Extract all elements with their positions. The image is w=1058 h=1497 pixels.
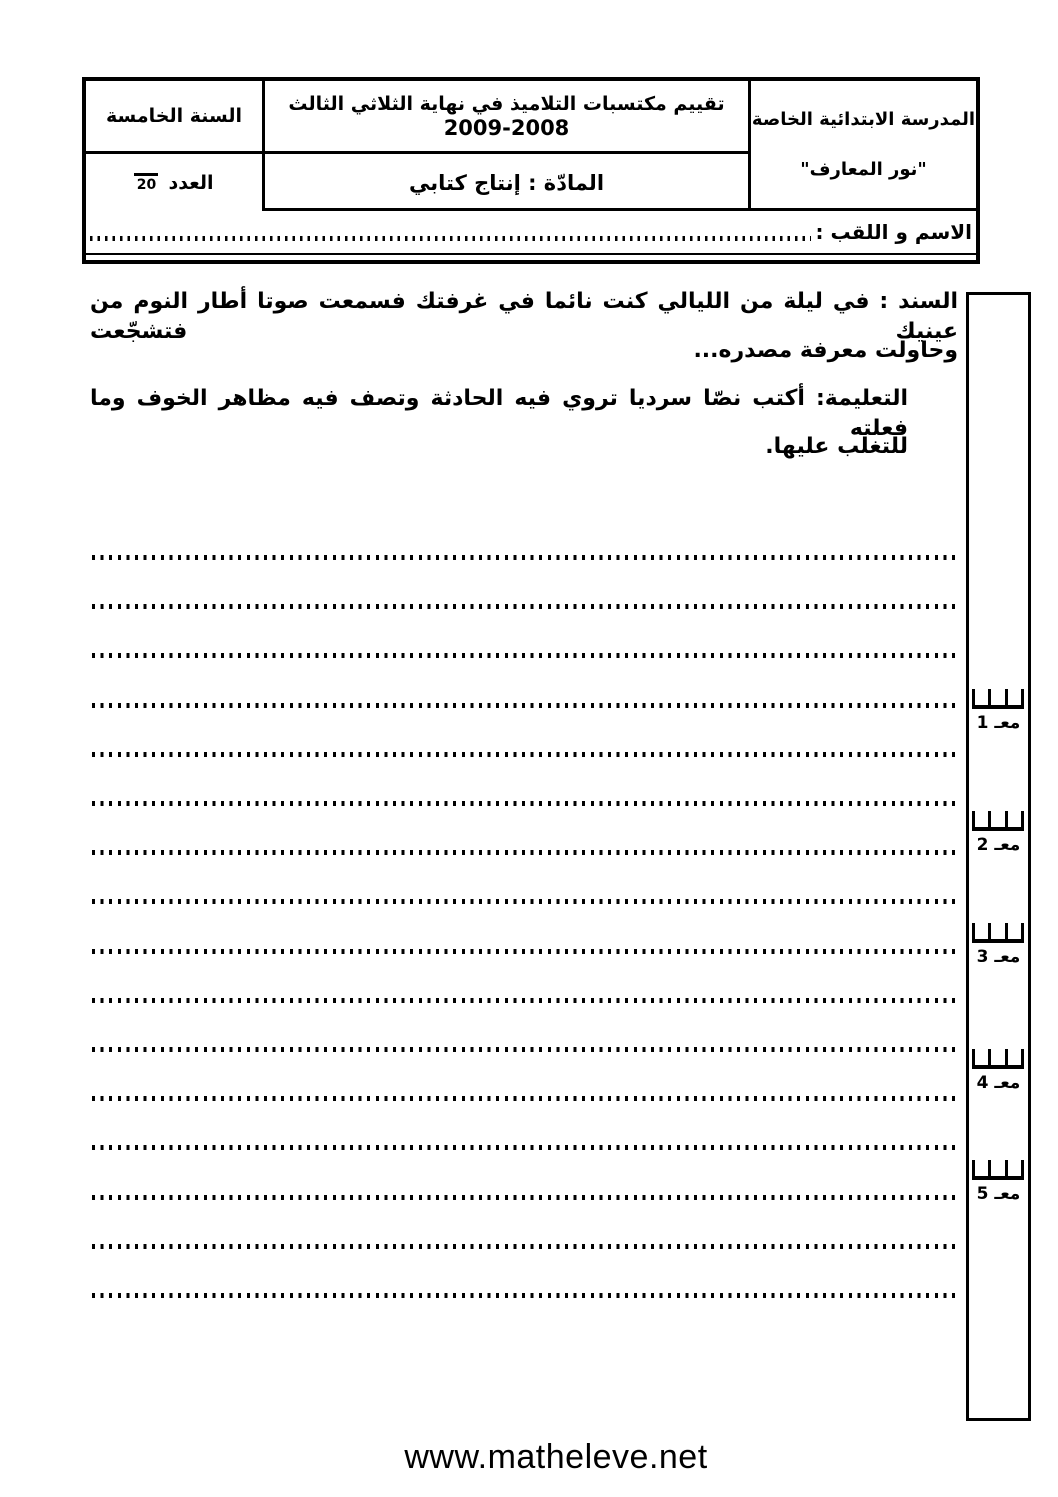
writing-line: [92, 555, 958, 560]
instruction-text-line1: التعليمة: أكتب نصّا سرديا تروي فيه الحادثة وتصف فيه مظاهر الخوف وما فعلته: [90, 386, 908, 441]
school-name-line1: المدرسة الابتدائية الخاصة: [751, 109, 976, 131]
score-box-cell: [972, 811, 988, 827]
writing-line: [92, 1195, 958, 1200]
writing-line: [92, 604, 958, 609]
score-box-cell: [1005, 1049, 1024, 1065]
criterion-label: معـ 5: [976, 1184, 1021, 1204]
score-box-cell: [1005, 689, 1024, 705]
evaluation-title: تقييم مكتسبات التلاميذ في نهاية الثلاثي الثالث: [288, 92, 725, 115]
score-box-cell: [988, 811, 1004, 827]
subject-label: المادّة : إنتاج كتابي: [408, 170, 605, 195]
score-max: 20: [136, 177, 157, 193]
score-box-cell: [972, 689, 988, 705]
score-row: [86, 154, 262, 211]
grade-label: السنة الخامسة: [106, 105, 242, 127]
school-name-line2: "نور المعارف": [800, 158, 927, 180]
score-fraction: [134, 173, 158, 192]
score-label: العدد: [168, 171, 214, 194]
criterion-score-boxes: [972, 1049, 1024, 1069]
writing-line: [92, 653, 958, 658]
criterion-label: معـ 3: [976, 947, 1021, 967]
writing-line: [92, 949, 958, 954]
evaluation-title-row: [265, 81, 748, 154]
criterion-label: معـ 2: [976, 835, 1021, 855]
criterion-score-boxes: [972, 923, 1024, 943]
score-box-cell: [988, 923, 1004, 939]
writing-line: [92, 1096, 958, 1101]
support-text-line1: السند : في ليلة من الليالي كنت نائما في غرفتك فسمعت صوتا أطار النوم من عينيك فتشجّعت: [90, 289, 958, 344]
support-text-line2: وحاولت معرفة مصدره...: [693, 338, 958, 363]
criterion-score-boxes: [972, 689, 1024, 709]
writing-line: [92, 850, 958, 855]
score-box-cell: [988, 1160, 1004, 1176]
writing-line: [92, 1244, 958, 1249]
header-table: [82, 77, 980, 264]
score-box-cell: [972, 1160, 988, 1176]
writing-line: [92, 998, 958, 1003]
score-box-cell: [972, 923, 988, 939]
score-box-cell: [1005, 1160, 1024, 1176]
writing-line: [92, 899, 958, 904]
name-row: [86, 211, 976, 255]
school-cell: [748, 81, 976, 211]
writing-line: [92, 1293, 958, 1298]
score-box-cell: [972, 1049, 988, 1065]
website-footer: www.matheleve.net: [404, 1438, 708, 1476]
score-box-cell: [988, 1049, 1004, 1065]
writing-line: [92, 752, 958, 757]
instruction-text-line2: للتغلب عليها.: [765, 434, 908, 459]
score-fraction-bar: [134, 173, 158, 176]
writing-line: [92, 703, 958, 708]
name-dotted-line: [90, 236, 811, 241]
writing-line: [92, 801, 958, 806]
grade-score-cell: [86, 81, 262, 211]
name-label: الاسم و اللقب :: [815, 220, 972, 244]
criterion-label: معـ 4: [976, 1073, 1021, 1093]
title-cell: [262, 81, 748, 211]
criterion-score-boxes: [972, 811, 1024, 831]
writing-line: [92, 1145, 958, 1150]
grade-row: [86, 81, 262, 154]
grading-column: [966, 292, 1031, 1421]
criterion-label: معـ 1: [976, 713, 1021, 733]
criterion-score-boxes: [972, 1160, 1024, 1180]
score-box-cell: [1005, 923, 1024, 939]
writing-line: [92, 1047, 958, 1052]
score-box-cell: [988, 689, 1004, 705]
school-year: 2009-2008: [443, 115, 570, 140]
subject-row: [265, 154, 748, 211]
score-box-cell: [1005, 811, 1024, 827]
